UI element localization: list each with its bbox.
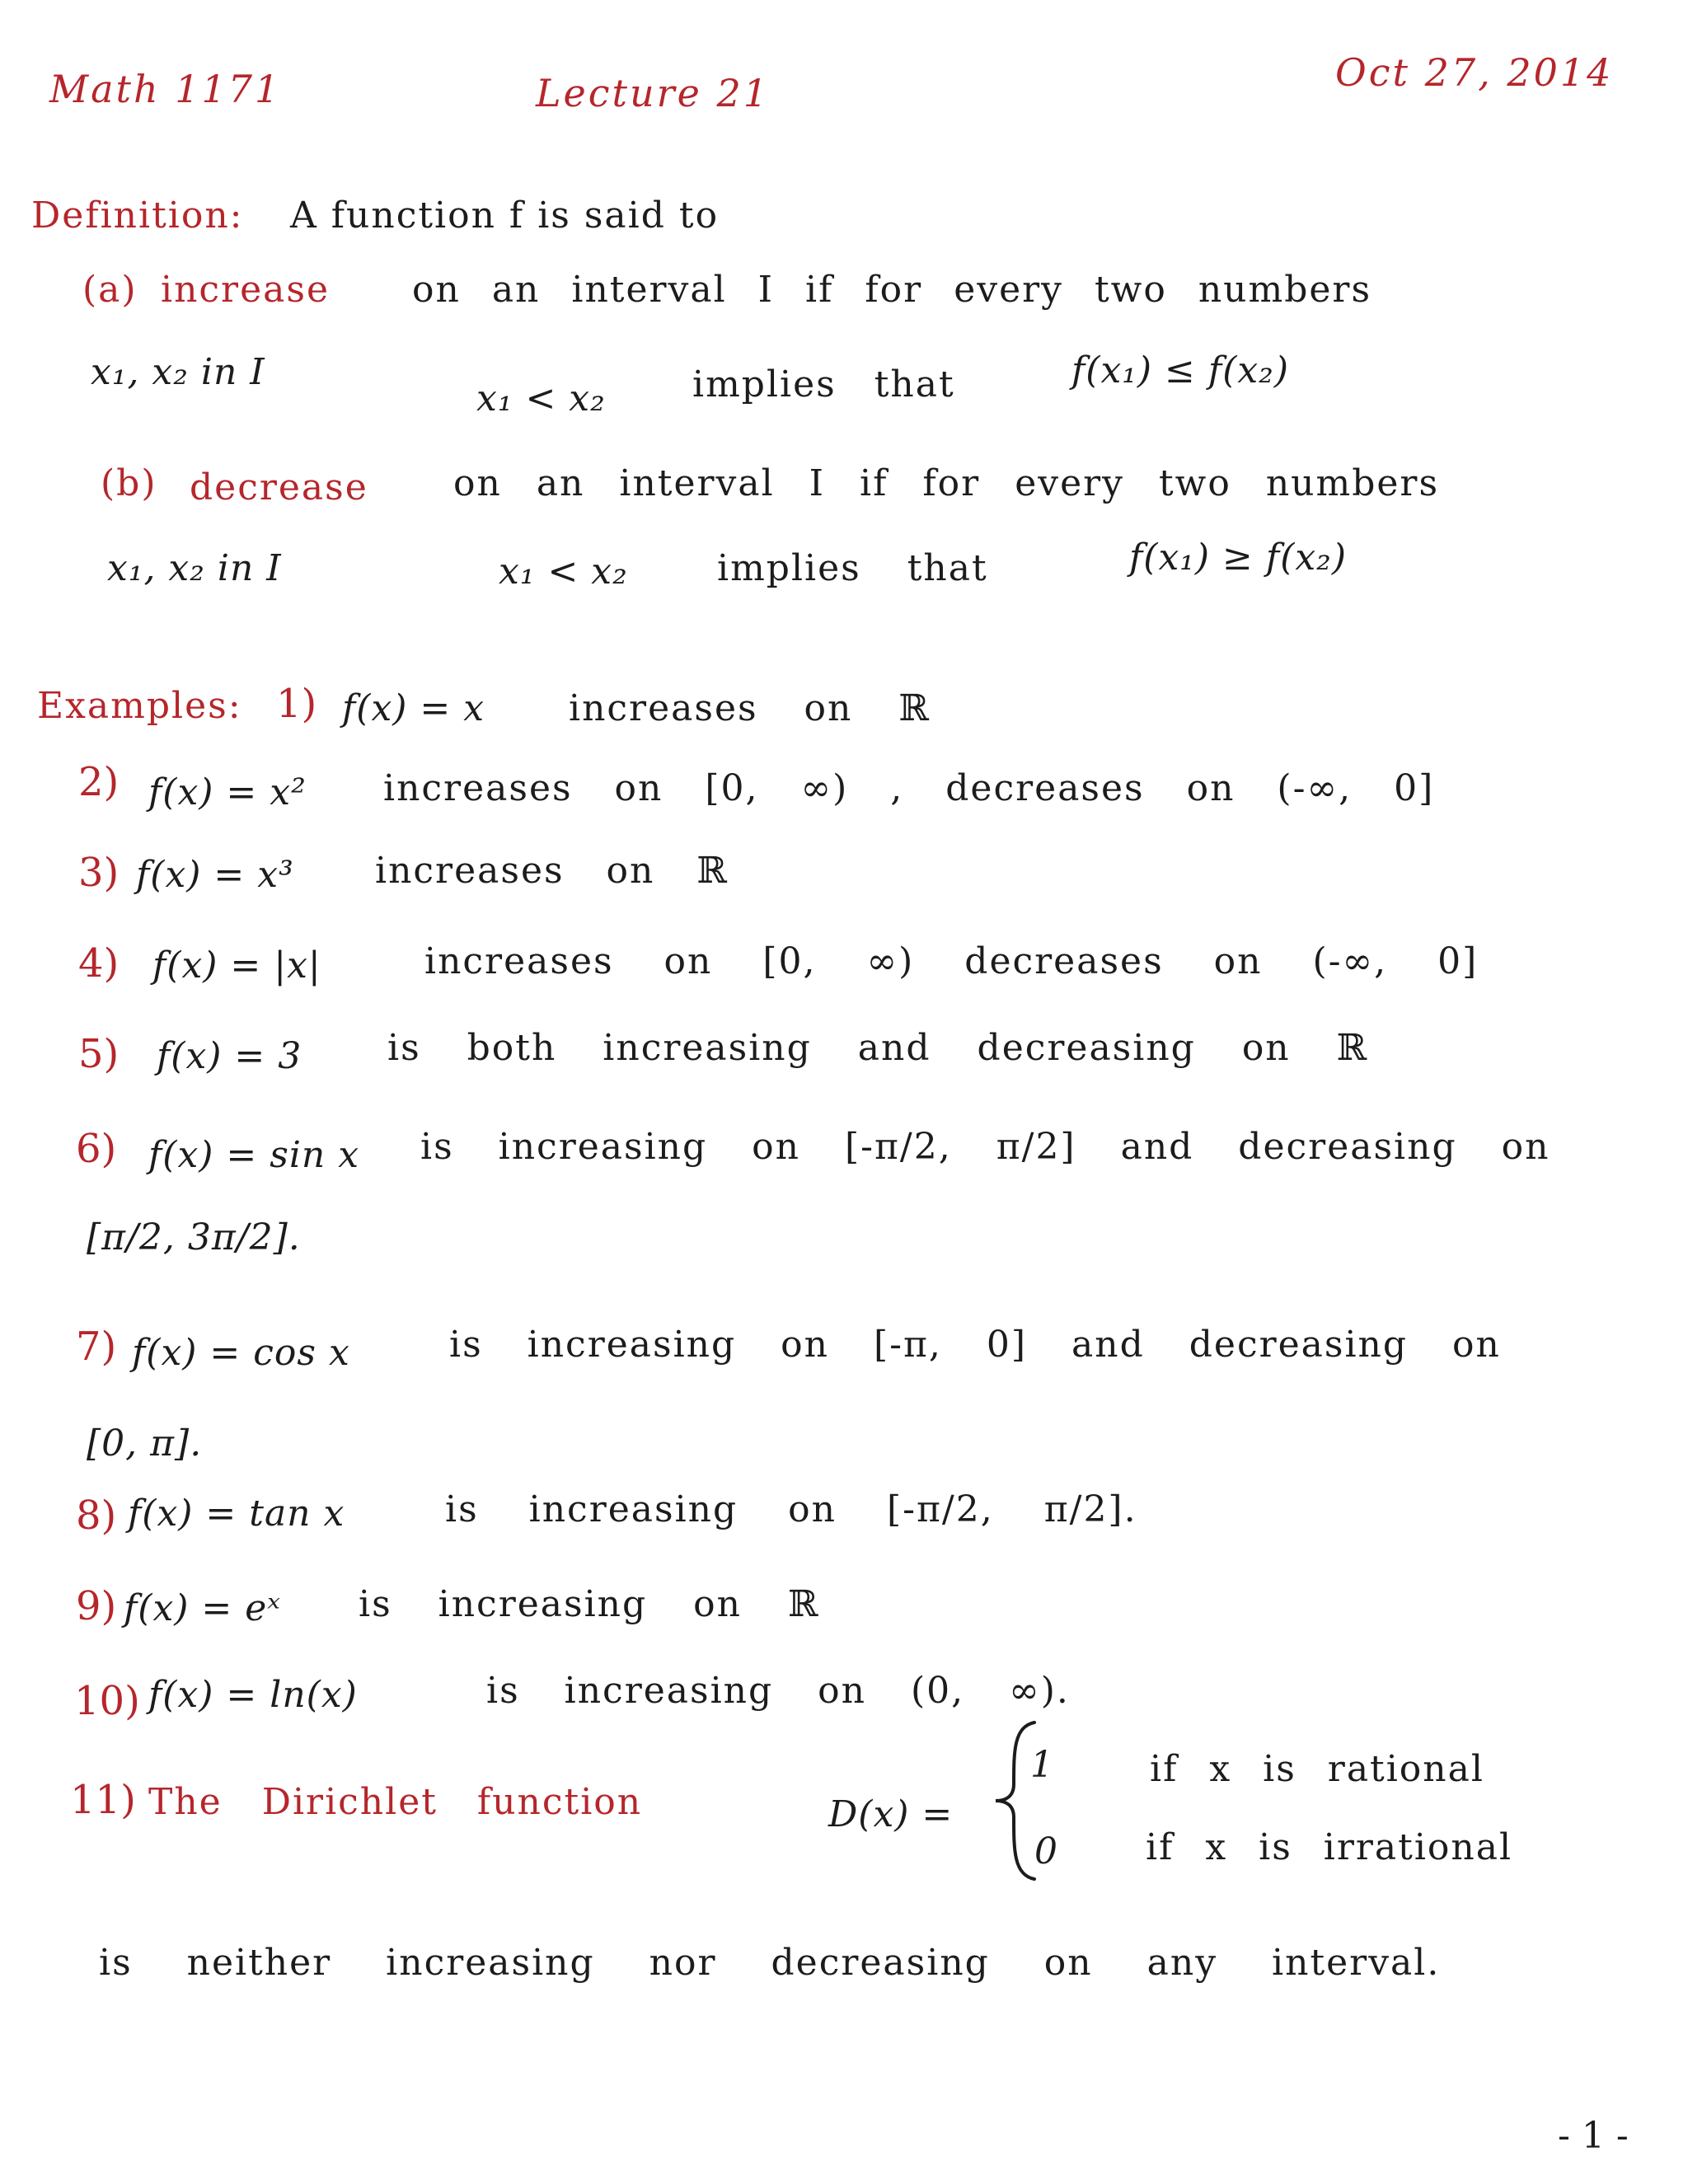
example-10-text: is increasing on (0, ∞). [486, 1670, 1070, 1712]
example-10-func: f(x) = ln(x) [148, 1674, 358, 1716]
course-label: Math 1171 [49, 67, 282, 111]
definition-b-cond: x₁ < x₂ [499, 551, 628, 593]
example-9-text: is increasing on ℝ [359, 1583, 820, 1625]
example-5-text: is both increasing and decreasing on ℝ [387, 1027, 1369, 1069]
example-11-case1-cond: if x is rational [1150, 1748, 1484, 1790]
example-3-func: f(x) = x³ [136, 854, 294, 896]
definition-a-vars: x₁, x₂ in I [91, 351, 265, 393]
example-11-dx: D(x) = [828, 1793, 954, 1835]
definition-b-word: decrease [190, 466, 368, 509]
example-6-text: is increasing on [-π/2, π/2] and decreasing on [420, 1126, 1550, 1168]
example-8-text: is increasing on [-π/2, π/2]. [445, 1488, 1137, 1530]
example-1-text: increases on ℝ [569, 687, 931, 729]
definition-b-result: f(x₁) ≥ f(x₂) [1129, 537, 1347, 579]
example-8-func: f(x) = tan x [128, 1493, 345, 1535]
example-4-num: 4) [78, 940, 120, 987]
example-2-num: 2) [78, 759, 120, 805]
example-7-func: f(x) = cos x [132, 1332, 350, 1374]
definition-b-label: (b) [101, 462, 157, 504]
lecture-date: Oct 27, 2014 [1335, 50, 1614, 95]
definition-a-result: f(x₁) ≤ f(x₂) [1071, 349, 1289, 391]
example-11-case2-val: 0 [1034, 1830, 1058, 1872]
example-11-cont: is neither increasing nor decreasing on any interval. [99, 1942, 1441, 1984]
examples-label: Examples: [37, 685, 242, 727]
example-9-num: 9) [76, 1583, 117, 1629]
example-7-cont: [0, π]. [87, 1422, 203, 1465]
definition-a-word: increase [161, 269, 330, 311]
example-3-num: 3) [78, 850, 120, 896]
example-11-num: 11) [70, 1777, 136, 1823]
example-3-text: increases on ℝ [375, 850, 729, 892]
example-7-num: 7) [76, 1324, 117, 1370]
example-5-func: f(x) = 3 [157, 1035, 302, 1077]
definition-a-rest: on an interval I if for every two numbers [412, 269, 1372, 311]
example-2-func: f(x) = x² [148, 771, 307, 813]
definition-b-implies: implies that [717, 547, 988, 589]
definition-b-rest: on an interval I if for every two numbers [453, 462, 1440, 504]
example-11-case1-val: 1 [1030, 1744, 1054, 1786]
definition-a-label: (a) [82, 269, 138, 311]
example-1-num: 1) [276, 681, 317, 727]
example-5-num: 5) [78, 1031, 120, 1077]
example-7-text: is increasing on [-π, 0] and decreasing on [449, 1324, 1501, 1366]
example-10-num: 10) [74, 1678, 140, 1724]
example-4-func: f(x) = |x| [152, 944, 321, 987]
example-2-text: increases on [0, ∞) , decreases on (-∞, 0] [383, 767, 1435, 809]
definition-label: Definition: [31, 194, 244, 237]
definition-a-implies: implies that [692, 363, 955, 405]
page-number: - 1 - [1558, 2115, 1629, 2157]
example-1-func: f(x) = x [342, 687, 485, 729]
definition-a-cond: x₁ < x₂ [476, 377, 606, 419]
definition-b-vars: x₁, x₂ in I [107, 547, 282, 589]
lecture-title: Lecture 21 [536, 71, 771, 115]
example-4-text: increases on [0, ∞) decreases on (-∞, 0] [424, 940, 1479, 982]
example-8-num: 8) [76, 1493, 117, 1539]
example-9-func: f(x) = eˣ [124, 1587, 281, 1629]
example-11-func: The Dirichlet function [148, 1781, 643, 1823]
example-6-num: 6) [76, 1126, 117, 1172]
example-11-case2-cond: if x is irrational [1146, 1826, 1513, 1868]
example-6-cont: [π/2, 3π/2]. [87, 1216, 301, 1258]
example-6-func: f(x) = sin x [148, 1134, 360, 1176]
definition-intro: A function f is said to [290, 194, 720, 237]
